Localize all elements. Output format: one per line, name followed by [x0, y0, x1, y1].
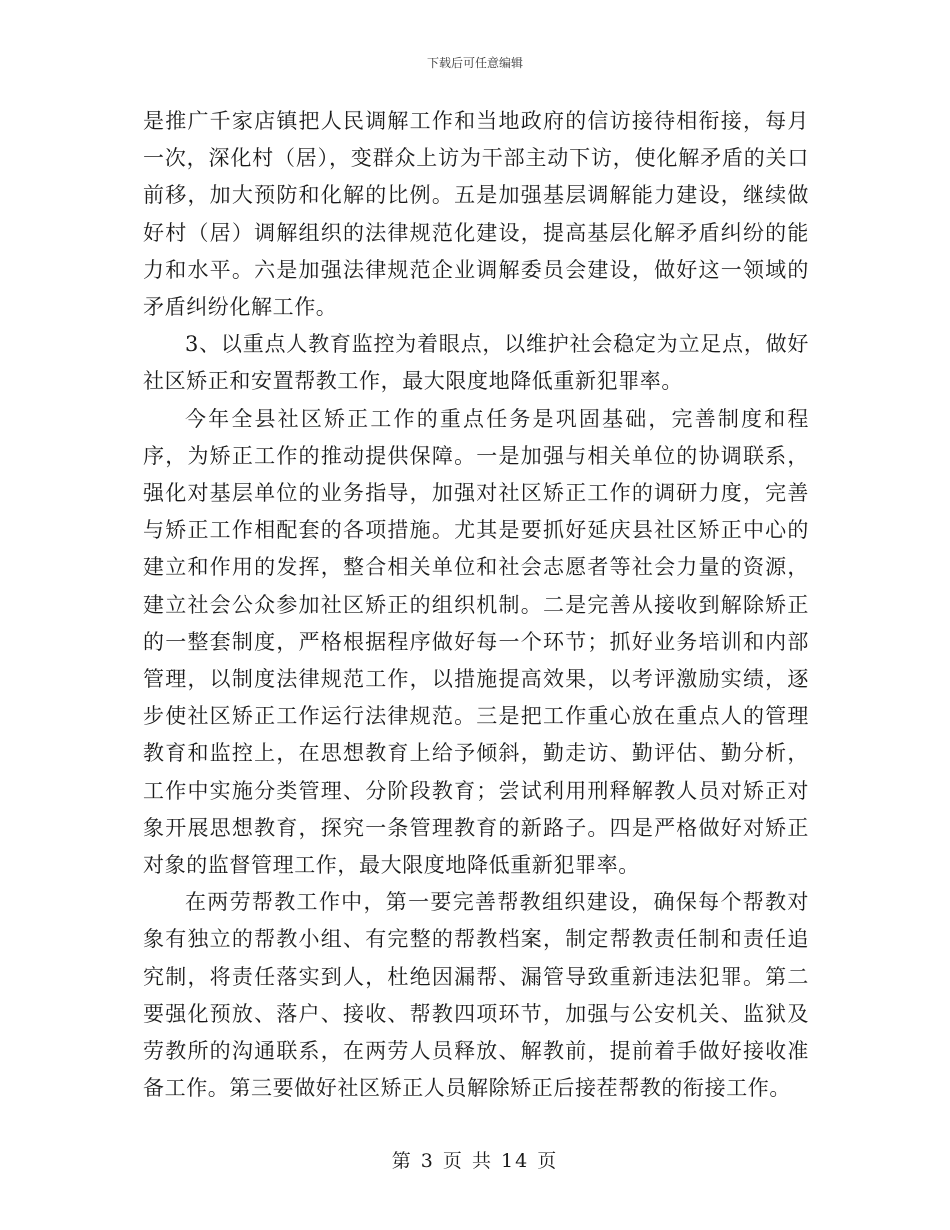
- paragraph-1: 是推广千家店镇把人民调解工作和当地政府的信访接待相衔接，每月一次，深化村（居），变群众上访为干部主动下访，使化解矛盾的关口前移，加大预防和化解的比例。五是加强基层调解能力建设，继续做好村（居）调解组织的法律规范化建设，提高基层化解矛盾纠纷的能力和水平。六是加强法律规范企业调解委员会建设，做好这一领域的矛盾纠纷化解工作。: [143, 109, 809, 320]
- document-body: [143, 103, 809, 1107]
- page-header: 下载后可任意编辑: [426, 56, 523, 70]
- paragraph-2: 3、以重点人教育监控为着眼点，以维护社会稳定为立足点，做好社区矫正和安置帮教工作，最大限度地降低重新犯罪率。: [143, 332, 809, 394]
- page-footer: 第 3 页 共 14 页: [391, 1150, 559, 1172]
- paragraph-3: 今年全县社区矫正工作的重点任务是巩固基础，完善制度和程序，为矫正工作的推动提供保障。一是加强与相关单位的协调联系，强化对基层单位的业务指导，加强对社区矫正工作的调研力度，完善与矫正工作相配套的各项措施。尤其是要抓好延庆县社区矫正中心的建立和作用的发挥，整合相关单位和社会志愿者等社会力量的资源，建立社会公众参加社区矫正的组织机制。二是完善从接收到解除矫正的一整套制度，严格根据程序做好每一个环节；抓好业务培训和内部管理，以制度法律规范工作，以措施提高效果，以考评激励实绩，逐步使社区矫正工作运行法律规范。三是把工作重心放在重点人的管理教育和监控上，在思想教育上给予倾斜，勤走访、勤评估、勤分析，工作中实施分类管理、分阶段教育；尝试利用刑释解教人员对矫正对象开展思想教育，探究一条管理教育的新路子。四是严格做好对矫正对象的监督管理工作，最大限度地降低重新犯罪率。: [143, 406, 809, 878]
- paragraph-4: 在两劳帮教工作中，第一要完善帮教组织建设，确保每个帮教对象有独立的帮教小组、有完整的帮教档案，制定帮教责任制和责任追究制，将责任落实到人，杜绝因漏帮、漏管导致重新违法犯罪。第二要强化预放、落户、接收、帮教四项环节，加强与公安机关、监狱及劳教所的沟通联系，在两劳人员释放、解教前，提前着手做好接收准备工作。第三要做好社区矫正人员解除矫正后接茬帮教的衔接工作。: [143, 890, 809, 1101]
